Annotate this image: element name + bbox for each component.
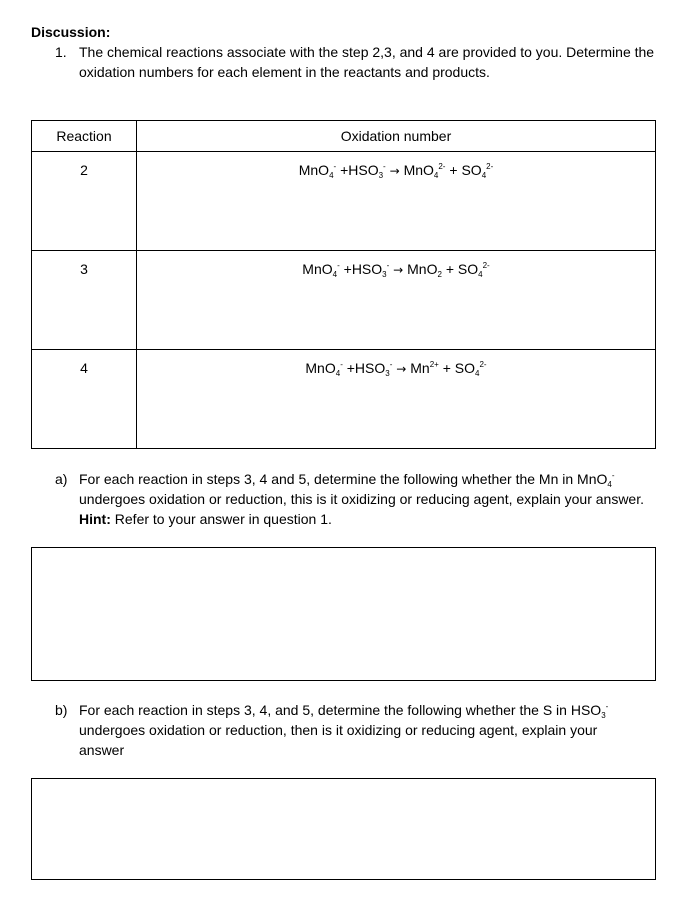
product-1-subscript: 2 [437,270,442,279]
question-b [55,700,645,760]
reactant-2-charge: - [383,162,386,171]
reaction-equation [137,251,655,277]
question-a-charge: - [611,471,615,480]
reactant-2-charge: - [386,261,390,270]
question-b-text [79,700,645,760]
product-2-subscript: 4 [475,369,480,378]
reactant-2: +HSO [346,360,386,376]
reactant-2-subscript: 3 [378,171,384,180]
question-a [55,469,645,529]
reactant-2-subscript: 3 [385,369,390,378]
product-1: MnO [407,261,438,277]
oxidation-number-cell[interactable] [137,251,656,350]
reactant-2-subscript: 3 [382,270,387,279]
question-a-subscript: 4 [607,480,612,489]
question-a-text-part-1: For each reaction in steps 3, 4 and 5, determine the following whether the Mn in MnO [79,471,608,487]
reactions-table [31,120,656,449]
reaction-arrow-icon: → [396,362,407,376]
product-2-charge: 2- [479,360,487,369]
reactant-1: MnO [305,360,336,376]
reactant-1-subscript: 4 [329,171,334,180]
answer-box-a[interactable] [31,547,656,681]
product-1: MnO [403,162,434,178]
header-oxidation-number: Oxidation number [137,121,656,152]
question-1-text: The chemical reactions associate with the step 2,3, and 4 are provided to you. Determine the oxidation numbers for each element in the reactants and products. [79,44,655,80]
reaction-number: 3 [80,261,88,277]
question-a-text [79,469,645,529]
reaction-equation [137,350,655,376]
question-a-letter: a) [55,471,68,487]
reaction-arrow-icon: → [393,263,404,277]
question-b-charge: - [605,702,609,711]
question-b-text-part-2: undergoes oxidation or reduction, then is it oxidizing or reducing agent, explain your answer [79,722,598,758]
reaction-number-cell[interactable] [32,251,137,350]
reactant-1-charge: - [333,162,337,171]
reaction-arrow-icon: → [389,164,400,178]
product-1-subscript: 4 [433,171,439,180]
product-1-charge: 2+ [429,360,439,369]
product-2-charge: 2- [486,162,494,171]
hint-text: Refer to your answer in question 1. [110,511,332,527]
reactant-2: +HSO [343,261,383,277]
reaction-number-cell[interactable] [32,152,137,251]
hint-label: Hint: [79,511,111,527]
question-a-text-part-2: undergoes oxidation or reduction, this is it oxidizing or reducing agent, explain your answer. [79,491,644,507]
question-1-number: 1. [55,44,67,60]
reaction-number: 2 [80,162,88,178]
reactant-2: +HSO [340,162,379,178]
reactant-1-charge: - [340,360,343,369]
reaction-number: 4 [80,360,88,376]
question-b-subscript: 3 [601,711,606,720]
reactant-2-charge: - [389,360,393,369]
answer-box-b[interactable] [31,778,656,880]
plus-sign: + [442,360,451,376]
reactant-1-subscript: 4 [332,270,338,279]
reactant-1-subscript: 4 [335,369,341,378]
oxidation-number-cell[interactable] [137,350,656,449]
product-1: Mn [410,360,430,376]
product-2-subscript: 4 [478,270,483,279]
table-row [32,251,656,350]
product-2-subscript: 4 [481,171,487,180]
plus-sign: + [449,162,458,178]
table-row [32,152,656,251]
header-reaction: Reaction [32,121,137,152]
discussion-heading: Discussion: [31,24,111,40]
product-2: SO [457,261,479,277]
reactant-1: MnO [302,261,333,277]
table-header-row [32,121,656,152]
product-2: SO [461,162,482,178]
product-2-charge: 2- [482,261,490,270]
product-1-charge: 2- [438,162,446,171]
plus-sign: + [445,261,454,277]
reaction-number-cell[interactable] [32,350,137,449]
question-1 [55,42,655,82]
reaction-equation [137,152,655,178]
product-2: SO [454,360,476,376]
reactant-1: MnO [298,162,330,178]
question-b-letter: b) [55,702,68,718]
table-row [32,350,656,449]
oxidation-number-cell[interactable] [137,152,656,251]
reactant-1-charge: - [337,261,340,270]
question-b-text-part-1: For each reaction in steps 3, 4, and 5, determine the following whether the S in HSO [79,702,602,718]
